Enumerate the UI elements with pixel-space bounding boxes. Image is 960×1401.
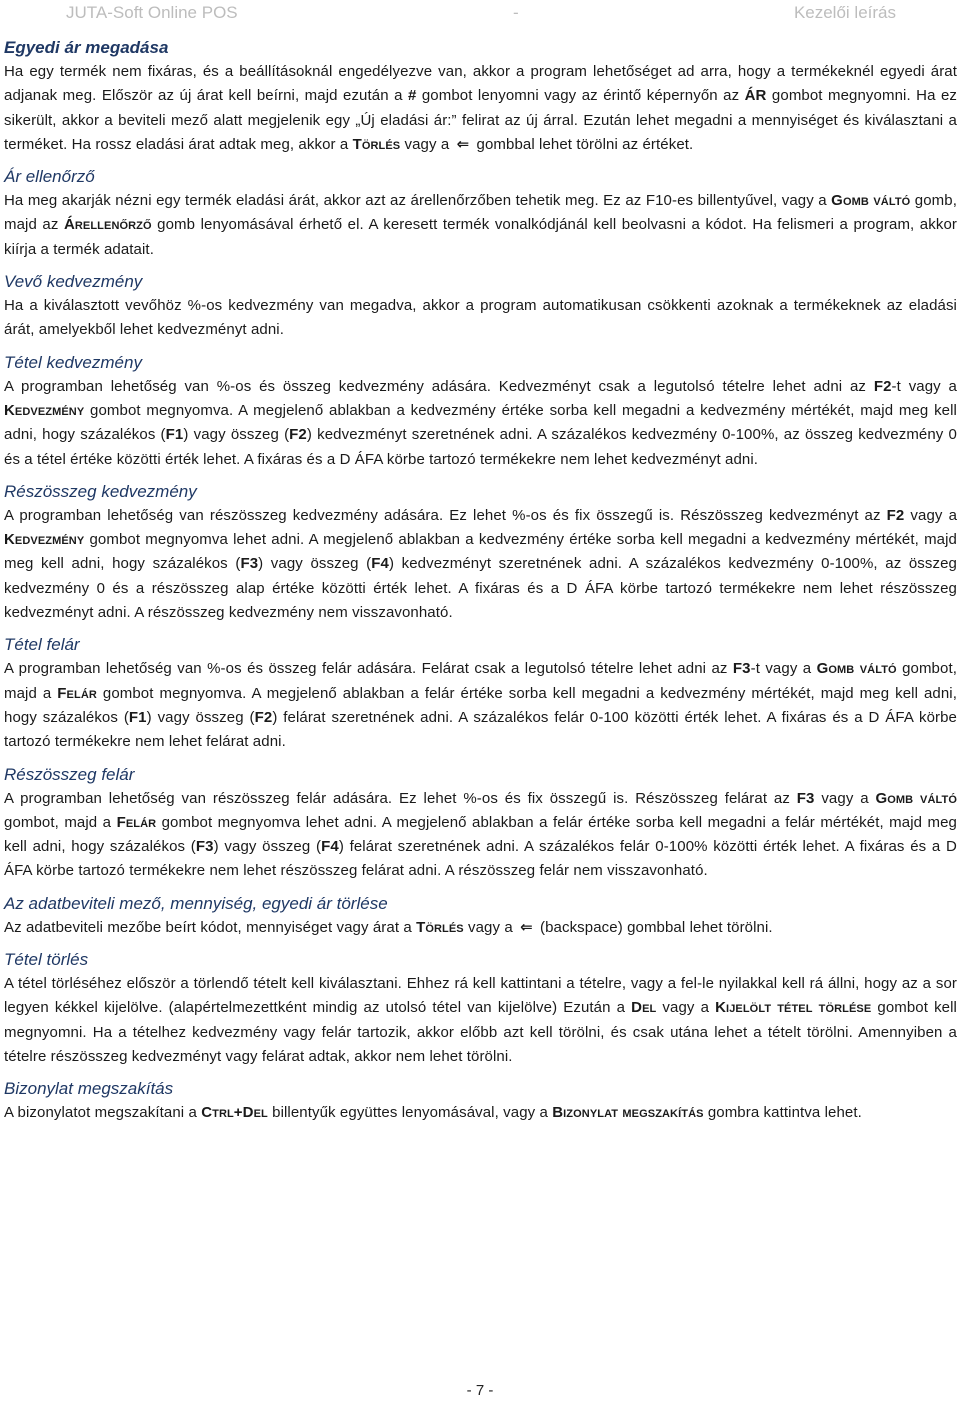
- header-separator: -: [512, 3, 519, 22]
- section-title-ar-ellenorzo: Ár ellenőrző: [4, 167, 95, 187]
- left-arrow-icon: ⇐: [520, 918, 533, 936]
- section-text-tetel-felar: A programban lehetőség van %-os és összeg felár adására. Felárat csak a legutolsó tételre lehet adni az F3-t vagy a Gomb váltó gombot, majd a Felár gombot megnyomva. A megjelenő ablakban a felár értéke sorba kell megadni a kedvezmény mértékét, majd meg kell adni, hogy százalékos (F1) vagy összeg (F2) felárat szeretnének adni. A százalékos felár 0-100 közötti érték lehet. A fixáras és a D ÁFA körbe tartozó termékekre nem lehet felárat adni.: [4, 660, 958, 751]
- section-title-bizonylat-megszakitas: Bizonylat megszakítás: [4, 1079, 174, 1099]
- section-text-egyedi-ar: Ha egy termék nem fixáras, és a beállításoknál engedélyezve van, akkor a program lehetőséget ad arra, hogy a termékeknél egyedi árat adjanak meg. Először az új árat kell beírni, majd ezután a # gombot lenyomni vagy az érintő képernyőn az ÁR gombot megnyomni. Ha ez sikerült, akkor a beviteli mező alatt megjelenik egy „Új eladási ár:” felirat az új árral. Ezután lehet megadni a mennyiséget és kiválasztani a terméket. Ha rossz eladási árat adtak meg, akkor a Törlés vagy a ⇐ gombbal lehet törölni az értéket.: [4, 60, 957, 157]
- page-header: [0, 0, 960, 26]
- header-title: JUTA-Soft Online POS: [66, 3, 238, 22]
- section-text-tetel-kedvezmeny: A programban lehetőség van %-os és összeg kedvezmény adására. Kedvezményt csak a legutolsó tételre lehet adni az F2-t vagy a Kedvezmény gombot megnyomva. A megjelenő ablakban a kedvezmény értéke sorba kell megadni a kedvezmény mértékét, majd meg kell adni, hogy százalékos (F1) vagy összeg (F2) kedvezményt szeretnének adni. A százalékos kedvezmény 0-100%, az összeg kedvezmény 0 és a tétel értéke közötti érték lehet. A fixáras és a D ÁFA körbe tartozó termékekre nem lehet kedvezményt adni.: [4, 377, 957, 468]
- left-arrow-icon: ⇐: [456, 135, 470, 153]
- page-number: - 7 -: [466, 1382, 494, 1399]
- section-title-adatbeviteli-torles: Az adatbeviteli mező, mennyiség, egyedi ár törlése: [4, 893, 388, 913]
- document-body: [4, 36, 957, 1134]
- section-text-reszosszeg-felar: A programban lehetőség van részösszeg felár adására. Ez lehet %-os és fix összegű is. Részösszeg felárat az F3 vagy a Gomb váltó gombot, majd a Felár gombot megnyomva lehet adni. A megjelenő ablakban a felár értéke sorba kell megadni a felár mértékét, majd meg kell adni, hogy százalékos (F3) vagy összeg (F4) felárat szeretnének adni. A százalékos felár 0-100% közötti érték lehet. A fixáras és a D ÁFA körbe tartozó termékekre nem lehet részösszeg felárat adni. A részösszeg felár nem visszavonható.: [4, 789, 957, 880]
- section-text-vevo-kedvezmeny: Ha a kiválasztott vevőhöz %-os kedvezmény van megadva, akkor a program automatikusan csökkenti azoknak a termékeknek az eladási árát, amelyekből lehet kedvezményt adni.: [4, 297, 957, 339]
- section-title-tetel-felar: Tétel felár: [4, 635, 80, 655]
- section-title-tetel-torles: Tétel törlés: [4, 950, 89, 970]
- section-text-bizonylat-megszakitas: A bizonylatot megszakítani a Ctrl+Del billentyűk együttes lenyomásával, vagy a Bizonylat megszakítás gombra kattintva lehet.: [4, 1104, 862, 1122]
- section-text-ar-ellenorzo: Ha meg akarják nézni egy termék eladási árát, akkor azt az árellenőrzőben tehetik meg. Ez az F10-es billentyűvel, vagy a Gomb váltó gomb, majd az Árellenőrző gomb lenyomásával érhető el. A keresett termék vonalkódjánál kell beolvasni a kódot. Ha felismeri a program, akkor kiírja a termék adatait.: [4, 192, 957, 258]
- section-title-egyedi-ar: Egyedi ár megadása: [4, 38, 169, 57]
- section-text-tetel-torles: A tétel törléséhez először a törlendő tételt kell kiválasztani. Ehhez rá kell kattintani a tételre, vagy a fel-le nyilakkal kell rá állni, hogy az a sor legyen kékkel kijelölve. (alapértelmezettként mindig az utolsó tétel van kijelölve) Ezután a Del vagy a Kijelölt tétel törlése gombot kell megnyomni. Ha a tételhez kedvezmény vagy felár tartozik, akkor előbb azt kell törölni, és csak utána lehet a tételt törölni. Amennyiben a tételre részösszeg kedvezményt vagy felárat adtak, akkor nem lehet törölni.: [4, 975, 957, 1065]
- section-title-tetel-kedvezmeny: Tétel kedvezmény: [4, 352, 142, 372]
- section-title-reszosszeg-felar: Részösszeg felár: [4, 764, 135, 784]
- key-torles: Törlés: [352, 135, 401, 153]
- section-text-adatbeviteli-torles: Az adatbeviteli mezőbe beírt kódot, mennyiséget vagy árat a Törlés vagy a ⇐ (backspace) gombbal lehet törölni.: [4, 916, 957, 940]
- section-title-reszosszeg-kedvezmeny: Részösszeg kedvezmény: [4, 481, 197, 501]
- section-title-vevo-kedvezmeny: Vevő kedvezmény: [4, 272, 143, 292]
- section-text-reszosszeg-kedvezmeny: A programban lehetőség van részösszeg kedvezmény adására. Ez lehet %-os és fix összegű is. Részösszeg kedvezményt az F2 vagy a Kedvezmény gombot megnyomva lehet adni. A megjelenő ablakban a kedvezmény értéke sorba kell megadni a kedvezmény mértékét, majd meg kell adni, hogy százalékos (F3) vagy összeg (F4) kedvezményt szeretnének adni. A százalékos kedvezmény 0-100%, az összeg kedvezmény 0 és a részösszeg alap értéke közötti érték lehet. A fixáras és a D ÁFA körbe tartozó termékekre nem lehet részösszeg kedvezményt adni. A részösszeg kedvezmény nem visszavonható.: [4, 506, 958, 622]
- header-doc-type: Kezelői leírás: [793, 3, 896, 22]
